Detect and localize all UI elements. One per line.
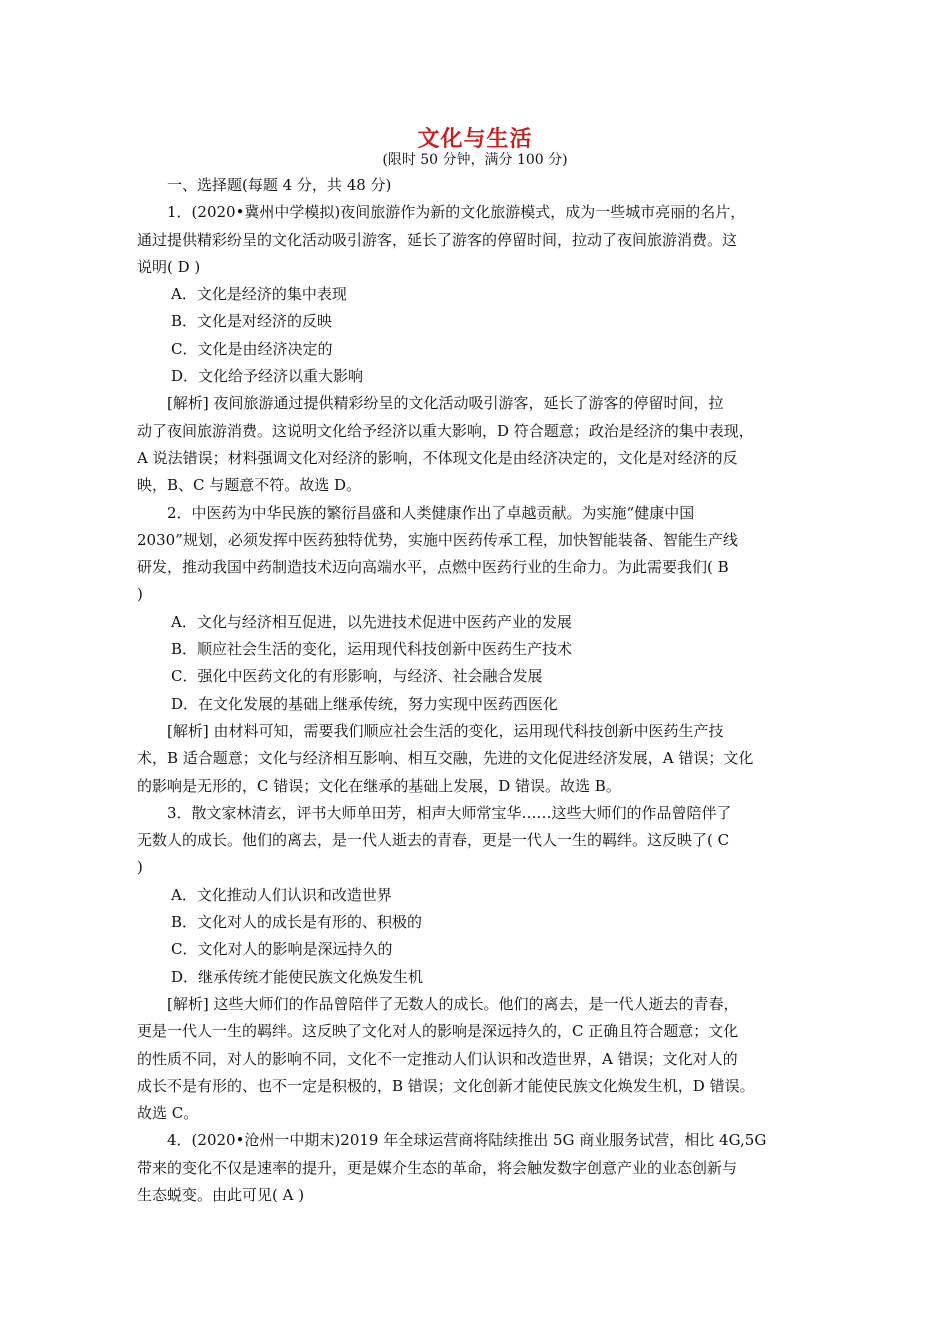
question-4-stem-line-2: 带来的变化不仅是速率的提升，更是媒介生态的革命，将会触发数字创意产业的业态创新与 xyxy=(137,1158,738,1177)
question-4-stem-line-3: 生态蜕变。由此可见( A ) xyxy=(137,1185,305,1204)
section-heading: 一、选择题(每题 4 分，共 48 分) xyxy=(167,176,392,194)
question-2-option-d: D．在文化发展的基础上继承传统，努力实现中医药西医化 xyxy=(171,694,559,713)
question-3-option-b: B．文化对人的成长是有形的、积极的 xyxy=(171,913,423,932)
question-1-stem-line-3: 说明( D ) xyxy=(137,257,201,276)
question-2-option-c: C．强化中医药文化的有形影响，与经济、社会融合发展 xyxy=(171,667,543,686)
question-4-stem-line-1: 4．(2020•沧州一中期末)2019 年全球运营商将陆续推出 5G 商业服务试营，相比 4G,5G xyxy=(167,1131,767,1150)
question-1-option-a: A．文化是经济的集中表现 xyxy=(171,285,347,304)
question-3-analysis-line-1: [解析] 这些大师们的作品曾陪伴了无数人的成长。他们的离去，是一代人逝去的青春， xyxy=(167,994,739,1013)
question-2-option-a: A．文化与经济相互促进，以先进技术促进中医药产业的发展 xyxy=(171,612,572,631)
question-2-analysis-line-2: 术，B 适合题意；文化与经济相互影响、相互交融，先进的文化促进经济发展，A 错误；文化 xyxy=(137,749,754,768)
question-2-option-b: B．顺应社会生活的变化，运用现代科技创新中医药生产技术 xyxy=(171,640,573,659)
question-1-option-b: B．文化是对经济的反映 xyxy=(171,312,333,331)
document-body xyxy=(137,172,817,1209)
question-3-option-c: C．文化对人的影响是深远持久的 xyxy=(171,940,393,959)
question-1-analysis-line-1: [解析] 夜间旅游通过提供精彩纷呈的文化活动吸引游客，延长了游客的停留时间，拉 xyxy=(167,394,724,413)
question-3-stem-line-1: 3．散文家林清玄，评书大师单田芳，相声大师常宝华……这些大师们的作品曾陪伴了 xyxy=(167,803,732,822)
question-3-option-a: A．文化推动人们认识和改造世界 xyxy=(171,885,392,904)
question-2-stem-line-1: 2．中医药为中华民族的繁衍昌盛和人类健康作出了卓越贡献。为实施“健康中国 xyxy=(167,503,695,522)
question-3-analysis-line-4: 成长不是有形的、也不一定是积极的，B 错误；文化创新才能使民族文化焕发生机，D 错误。 xyxy=(137,1076,755,1095)
document-title: 文化与生活 xyxy=(417,126,533,152)
question-1-analysis-line-2: 动了夜间旅游消费。这说明文化给予经济以重大影响，D 符合题意；政治是经济的集中表现， xyxy=(137,421,754,440)
question-1-option-d: D．文化给予经济以重大影响 xyxy=(171,367,364,386)
question-1-analysis-line-3: A 说法错误；材料强调文化对经济的影响，不体现文化是由经济决定的，文化是对经济的反 xyxy=(137,448,738,467)
question-2-stem-line-3: 研发，推动我国中药制造技术迈向高端水平，点燃中医药行业的生命力。为此需要我们( B xyxy=(137,558,729,577)
question-1-option-c: C．文化是由经济决定的 xyxy=(171,339,333,358)
document-subtitle: (限时 50 分钟，满分 100 分) xyxy=(382,152,568,168)
question-2-stem-line-4: ) xyxy=(137,585,143,604)
question-2-stem-line-2: 2030”规划，必须发挥中医药独特优势，实施中医药传承工程，加快智能装备、智能生产线 xyxy=(137,530,738,549)
question-3-stem-line-2: 无数人的成长。他们的离去，是一代人逝去的青春，更是一代人一生的羁绊。这反映了( C xyxy=(137,831,730,850)
question-2-analysis-line-1: [解析] 由材料可知，需要我们顺应社会生活的变化，运用现代科技创新中医药生产技 xyxy=(167,721,724,740)
question-1-stem-line-1: 1．(2020•冀州中学模拟)夜间旅游作为新的文化旅游模式，成为一些城市亮丽的名片， xyxy=(167,203,746,222)
question-1-stem-line-2: 通过提供精彩纷呈的文化活动吸引游客，延长了游客的停留时间，拉动了夜间旅游消费。这 xyxy=(137,230,738,249)
question-3-analysis-line-5: 故选 C。 xyxy=(137,1104,199,1123)
question-3-option-d: D．继承传统才能使民族文化焕发生机 xyxy=(171,967,424,986)
question-3-analysis-line-2: 更是一代人一生的羁绊。这反映了文化对人的影响是深远持久的，C 正确且符合题意；文化 xyxy=(137,1022,739,1041)
question-1-analysis-line-4: 映，B、C 与题意不符。故选 D。 xyxy=(137,476,362,495)
question-3-stem-line-3: ) xyxy=(137,858,143,877)
question-2-analysis-line-3: 的影响是无形的，C 错误；文化在继承的基础上发展，D 错误。故选 B。 xyxy=(137,776,621,795)
question-3-analysis-line-3: 的性质不同，对人的影响不同，文化不一定推动人们认识和改造世界，A 错误；文化对人的 xyxy=(137,1049,738,1068)
